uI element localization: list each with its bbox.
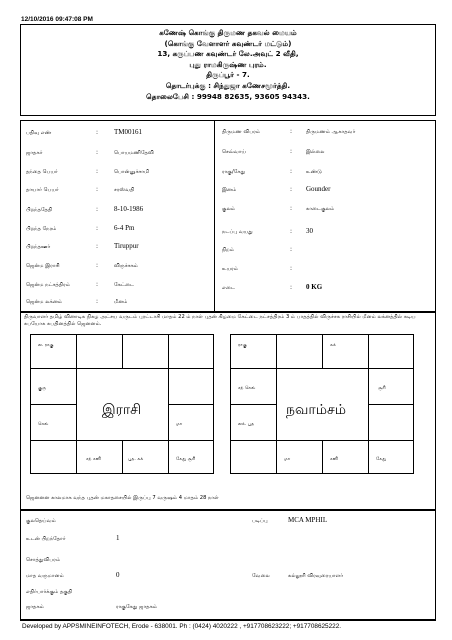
- rasi-house-8: கேது சூரி: [176, 457, 196, 462]
- navamsam-title: நவாம்சம்: [286, 402, 346, 418]
- label-family-deity: குலதெய்வம்: [26, 518, 56, 524]
- header-text: [20, 28, 436, 102]
- label-ragu-kethu: ராகு/கேது: [222, 169, 246, 175]
- colon: :: [96, 186, 99, 193]
- colon: :: [290, 228, 293, 235]
- rasi-house-12: குரு: [38, 386, 47, 391]
- rasi-house-1: ல. ராகு: [38, 343, 54, 348]
- label-father: தந்தை பெயர்: [26, 169, 58, 175]
- label-monthly-income: மாத வருமானம்: [26, 573, 64, 579]
- timestamp: 12/10/2016 09:47:08 PM: [21, 16, 93, 23]
- colon: :: [290, 246, 293, 253]
- value-age: 30: [306, 227, 313, 235]
- navamsam-house-1: ராகு: [238, 343, 247, 348]
- rasi-house-9: புத. சுக்: [128, 457, 144, 462]
- extra-details-box: [20, 510, 436, 620]
- label-dob: பிறந்ததேதி: [26, 207, 53, 213]
- value-caste: Gounder: [306, 185, 331, 193]
- value-marital: திருமணம் ஆகாதவர்: [306, 129, 356, 135]
- rasi-house-6: மா: [176, 422, 183, 427]
- value-kulam: காடைகுலம்: [306, 206, 335, 212]
- navamsam-house-10: மா: [284, 457, 291, 462]
- label-birth-place: பிறந்தஊர்: [26, 244, 51, 250]
- navamsam-house-8: கேது: [376, 457, 387, 462]
- navamsam-house-3: சுக்: [330, 343, 336, 348]
- value-birth-place: Tiruppur: [114, 242, 139, 250]
- value-horoscope-type: ராகுகேது ஜாதகம்: [116, 604, 158, 610]
- rasi-house-11: செவ்: [38, 422, 49, 427]
- colon: :: [96, 225, 99, 232]
- value-sevvai: இல்லை: [306, 149, 325, 155]
- colon: :: [290, 284, 293, 291]
- colon: :: [96, 168, 99, 175]
- colon: :: [290, 186, 293, 193]
- label-expectation: எதிர்பார்க்கும் தகுதி: [26, 589, 73, 595]
- colon: :: [290, 205, 293, 212]
- label-mother: தாயார் பெயர்: [26, 187, 59, 193]
- address-city: திருப்பூர் - 7.: [206, 70, 250, 80]
- rasi-house-10: சந் சனி: [86, 457, 101, 462]
- address-line-1: 13, கருப்பண கவுண்டர் லே.அவுட் 2 வீதி,: [157, 49, 299, 59]
- label-sevvai: செவ்வாய்: [222, 149, 246, 155]
- colon: :: [96, 298, 99, 305]
- value-lagnam: மீனம்: [114, 299, 128, 305]
- label-caste: இனம்: [222, 187, 237, 193]
- rasi-title: இராசி: [102, 402, 142, 418]
- colon: :: [96, 129, 99, 136]
- navamsam-house-9: சனி: [330, 457, 339, 462]
- value-dob: 8-10-1986: [114, 205, 144, 213]
- label-star: ஜென்ம நட்சத்திரம்: [26, 282, 71, 288]
- label-person: ஜாதகர்: [26, 150, 43, 156]
- address-line-2: புது ராமகிருஷ்ண புரம்.: [189, 59, 267, 69]
- footer-credit: Developed by APPSMINEINFOTECH, Erode - 638001. Ph : (0424) 4020222 , +917708623222; +917708625222.: [22, 623, 342, 630]
- label-weight: எடை: [222, 285, 236, 291]
- value-star: கேட்டை: [114, 282, 135, 288]
- colon: :: [290, 265, 293, 272]
- value-father: பொன்னுச்சாமி: [114, 169, 150, 175]
- navamsam-house-12: சந் செவ்: [238, 386, 256, 391]
- dasa-balance: ஜெனனன காலமாக வந்த புதன் மகாதசையில் இருப்பு 7 வருஷம் 4 மாதம் 28 நாள்: [26, 495, 219, 501]
- value-register-no: TM00161: [114, 128, 142, 136]
- label-occupation: வேலை: [252, 573, 270, 579]
- label-register-no: பதிவு எண்: [26, 130, 52, 136]
- colon: :: [290, 148, 293, 155]
- value-occupation: கல்லூரி விரவுரையாளர்: [288, 573, 344, 579]
- navamsam-house-5: சூரி: [378, 386, 386, 391]
- details-divider: [214, 120, 215, 312]
- label-age: நடப்பு வயது: [222, 229, 253, 235]
- label-kulam: குலம்: [222, 206, 236, 212]
- value-education: MCA MPHIL: [288, 516, 328, 524]
- colon: :: [96, 206, 99, 213]
- label-lagnam: ஜென்ம லக்னம்: [26, 299, 63, 305]
- value-weight: 0 KG: [306, 283, 323, 291]
- colon: :: [96, 243, 99, 250]
- value-monthly-income: 0: [116, 571, 120, 579]
- agency-subtitle: (கொங்கு வேளாளர் கவுண்டர் மட்டும்): [164, 38, 292, 48]
- label-height: உயரம்: [222, 266, 239, 272]
- colon: :: [96, 281, 99, 288]
- phone-numbers: தொலைபேசி : 99948 82635, 93605 94343.: [146, 91, 310, 101]
- footer-rule: [20, 620, 436, 621]
- value-mother: சரஸ்வதி: [114, 187, 135, 193]
- label-marital: திருமண விபரம்: [222, 129, 261, 135]
- value-rasi: விருச்சகம்: [114, 263, 138, 269]
- label-horoscope-type: ஜாதகம்: [26, 604, 44, 610]
- colon: :: [290, 168, 293, 175]
- value-ragu-kethu: உண்டு: [306, 169, 322, 175]
- label-education: படிப்பு: [252, 518, 268, 524]
- value-birth-time: 6-4 Pm: [114, 224, 135, 232]
- navamsam-house-11: லக். புத: [238, 422, 255, 427]
- value-person: பொயமணிதேவி: [114, 150, 154, 156]
- birth-description: திருவாளர் தமிழ் வினாடிக நிகழ அட்சய வருடம் புரட்டாசி மாதம் 22 ம் நாள் புதன் கிழமை கேட்டை நட்சத்திரம் 3 ம் பாதத்தில் விருச்சக ராசியில் மீனம் லக்னத்தில் சுடிய சுபயோக சுபதினத்தில் ஜெனனம்.: [24, 314, 416, 328]
- colon: :: [96, 262, 99, 269]
- agency-name: கணேஷ் கொங்கு திருமண தகவல் மையம்: [159, 28, 297, 37]
- label-rasi: ஜென்ம இராசி: [26, 263, 60, 269]
- label-birth-time: பிறந்த நேரம்: [26, 226, 57, 232]
- colon: :: [96, 149, 99, 156]
- label-complexion: நிறம்: [222, 247, 235, 253]
- label-property: சொத்துவிபரம்: [26, 557, 61, 563]
- colon: :: [290, 128, 293, 135]
- label-siblings: உடன் பிறந்தோர்: [26, 536, 66, 542]
- contact-person: தொடர்புக்கு : சிந்துஜா கணேசமூர்த்தி.: [165, 80, 291, 90]
- value-siblings: 1: [116, 534, 120, 542]
